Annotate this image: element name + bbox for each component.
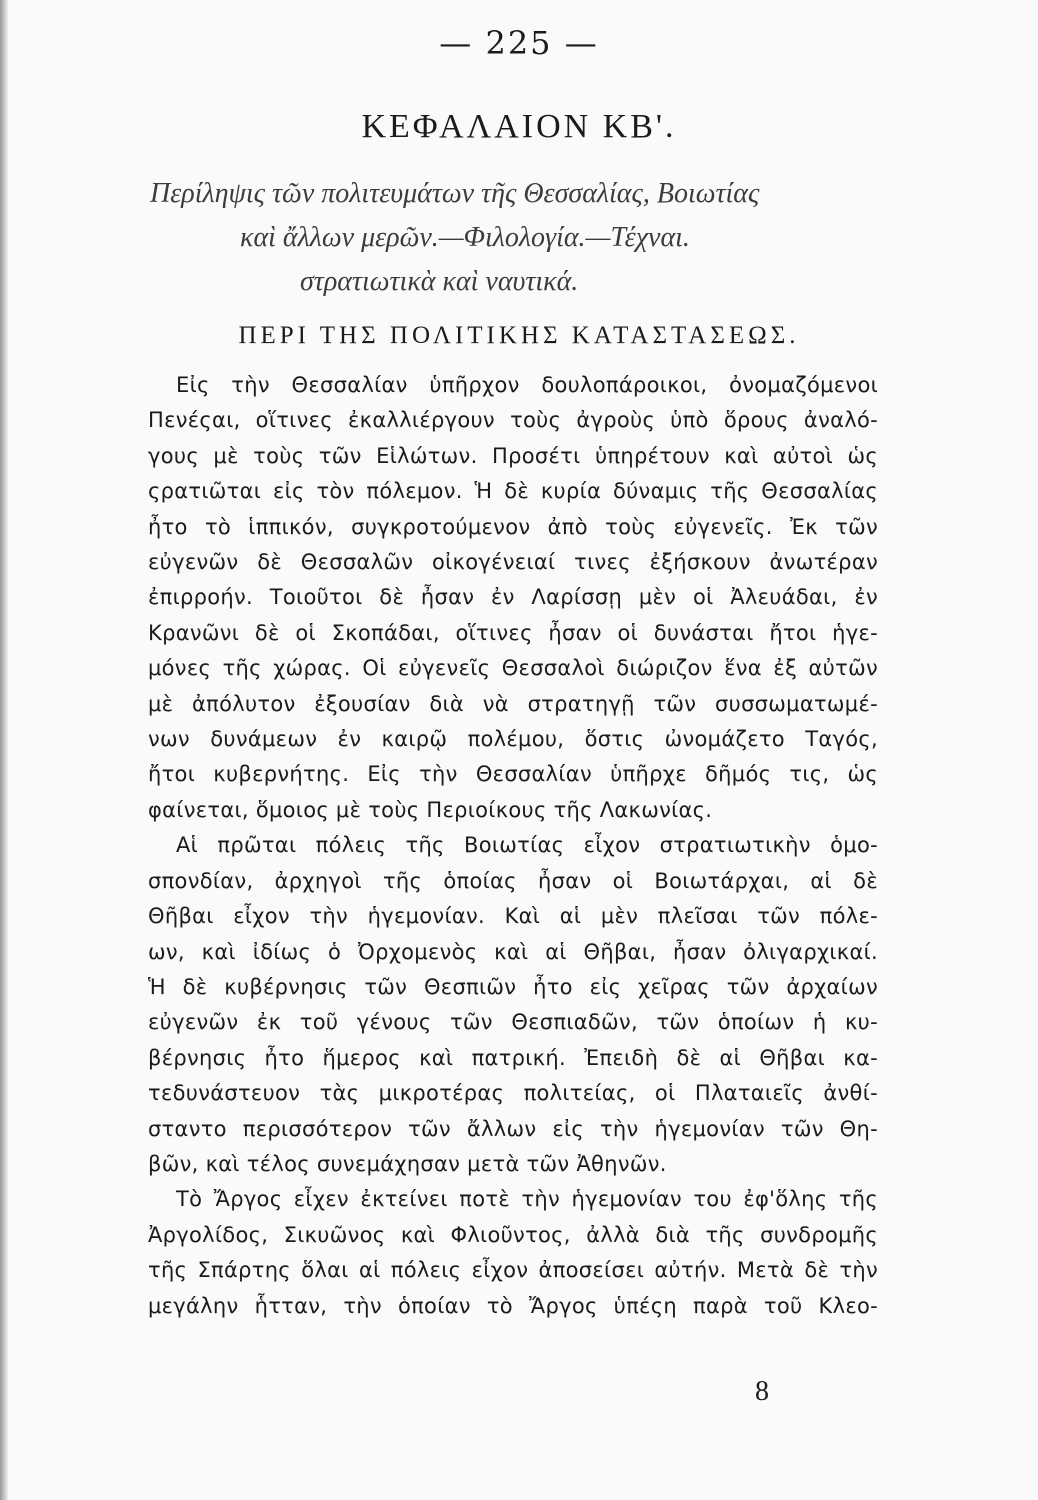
- summary-line: καὶ ἄλλων μερῶν.—Φιλολογία.—Τέχναι.: [240, 222, 690, 253]
- text-line: νων δυνάμεων ἐν καιρῷ πολέμου, ὅστις ὠνομάζετο Ταγός,: [148, 727, 878, 752]
- text-line: ων, καὶ ἰδίως ὁ Ὀρχομενὸς καὶ αἱ Θῆβαι, ἦσαν ὀλιγαρχικαί.: [148, 939, 878, 964]
- text-line: μόνες τῆς χώρας. Οἱ εὐγενεῖς Θεσσαλοὶ διώριζον ἕνα ἐξ αὐτῶν: [148, 656, 878, 681]
- text-line: τῆς Σπάρτης ὅλαι αἱ πόλεις εἶχον ἀποσείσει αὐτήν. Μετὰ δὲ τὴν: [148, 1258, 878, 1283]
- text-line: Εἰς τὴν Θεσσαλίαν ὑπῆρχον δουλοπάροικοι, ὀνομαζόμενοι: [176, 373, 878, 397]
- text-line: Ἡ δὲ κυβέρνησις τῶν Θεσπιῶν ἦτο εἰς χεῖρας τῶν ἀρχαίων: [148, 974, 878, 999]
- text-line: εὐγενῶν δὲ Θεσσαλῶν οἰκογένειαί τινες ἐξήσκουν ἀνωτέραν: [148, 550, 878, 575]
- text-line: τεδυνάστευον τὰς μικροτέρας πολιτείας, οἱ Πλαταιεῖς ἀνθί-: [148, 1081, 878, 1106]
- text-line: φαίνεται, ὅμοιος μὲ τοὺς Περιοίκους τῆς Λακωνίας.: [148, 797, 713, 822]
- summary-line: στρατιωτικὰ καὶ ναυτικά.: [300, 266, 579, 297]
- text-line: Τὸ Ἄργος εἶχεν ἐκτείνει ποτὲ τὴν ἡγεμονίαν του ἐφ'ὅλης τῆς: [176, 1187, 878, 1212]
- text-line: ἤτοι κυβερνήτης. Εἰς τὴν Θεσσαλίαν ὑπῆρχε δῆμός τις, ὡς: [148, 762, 878, 787]
- text-line: μὲ ἀπόλυτον ἐξουσίαν διὰ νὰ στρατηγῇ τῶν συσσωματωμέ-: [148, 691, 878, 716]
- text-line: σπονδίαν, ἀρχηγοὶ τῆς ὁποίας ἦσαν οἱ Βοιωτάρχαι, αἱ δὲ: [148, 868, 878, 893]
- section-heading: ΠΕΡΙ ΤΗΣ ΠΟΛΙΤΙΚΗΣ ΚΑΤΑΣΤΑΣΕΩΣ.: [238, 322, 800, 349]
- summary-line: Περίληψις τῶν πολιτευμάτων τῆς Θεσσαλίας, Βοιωτίας: [150, 178, 760, 209]
- text-line: ςρατιῶται εἰς τὸν πόλεμον. Ἡ δὲ κυρία δύναμις τῆς Θεσσαλίας: [148, 479, 878, 504]
- chapter-summary: [150, 172, 890, 304]
- text-line: Πενέςαι, οἵτινες ἐκαλλιέργουν τοὺς ἀγροὺς ὑπὸ ὅρους ἀναλό-: [148, 408, 878, 433]
- text-line: Θῆβαι εἶχον τὴν ἡγεμονίαν. Καὶ αἱ μὲν πλεῖσαι τῶν πόλε-: [148, 904, 878, 929]
- text-line: Αἱ πρῶται πόλεις τῆς Βοιωτίας εἶχον στρατιωτικὴν ὁμο-: [176, 833, 878, 858]
- body-text: [148, 368, 878, 1324]
- text-line: μεγάλην ἧτταν, τὴν ὁποίαν τὸ Ἄργος ὑπέςη παρὰ τοῦ Κλεο-: [148, 1293, 878, 1318]
- page-number: — 225 —: [439, 24, 599, 62]
- chapter-title: ΚΕΦΑΛΑΙΟΝ ΚΒ'.: [361, 108, 677, 145]
- signature-mark: 8: [755, 1376, 769, 1407]
- text-line: βέρνησις ἦτο ἥμερος καὶ πατρική. Ἐπειδὴ δὲ αἱ Θῆβαι κα-: [148, 1045, 878, 1070]
- text-line: ἐπιρροήν. Τοιοῦτοι δὲ ἦσαν ἐν Λαρίσσῃ μὲν οἱ Ἀλευάδαι, ἐν: [148, 585, 878, 610]
- binding-edge: [0, 0, 8, 1500]
- text-line: σταντο περισσότερον τῶν ἄλλων εἰς τὴν ἡγεμονίαν τῶν Θη-: [148, 1116, 878, 1141]
- text-line: βῶν, καὶ τέλος συνεμάχησαν μετὰ τῶν Ἀθηνῶν.: [148, 1151, 667, 1176]
- text-line: ἦτο τὸ ἱππικόν, συγκροτούμενον ἀπὸ τοὺς εὐγενεῖς. Ἐκ τῶν: [148, 514, 878, 539]
- text-line: Ἀργολίδος, Σικυῶνος καὶ Φλιοῦντος, ἀλλὰ διὰ τῆς συνδρομῆς: [148, 1222, 878, 1247]
- text-line: Κρανῶνι δὲ οἱ Σκοπάδαι, οἵτινες ἦσαν οἱ δυνάσται ἤτοι ἡγε-: [148, 620, 878, 645]
- text-line: γους μὲ τοὺς τῶν Εἱλώτων. Προσέτι ὑπηρέτουν καὶ αὐτοὶ ὡς: [148, 443, 878, 468]
- text-line: εὐγενῶν ἐκ τοῦ γένους τῶν Θεσπιαδῶν, τῶν ὁποίων ἡ κυ-: [148, 1010, 878, 1035]
